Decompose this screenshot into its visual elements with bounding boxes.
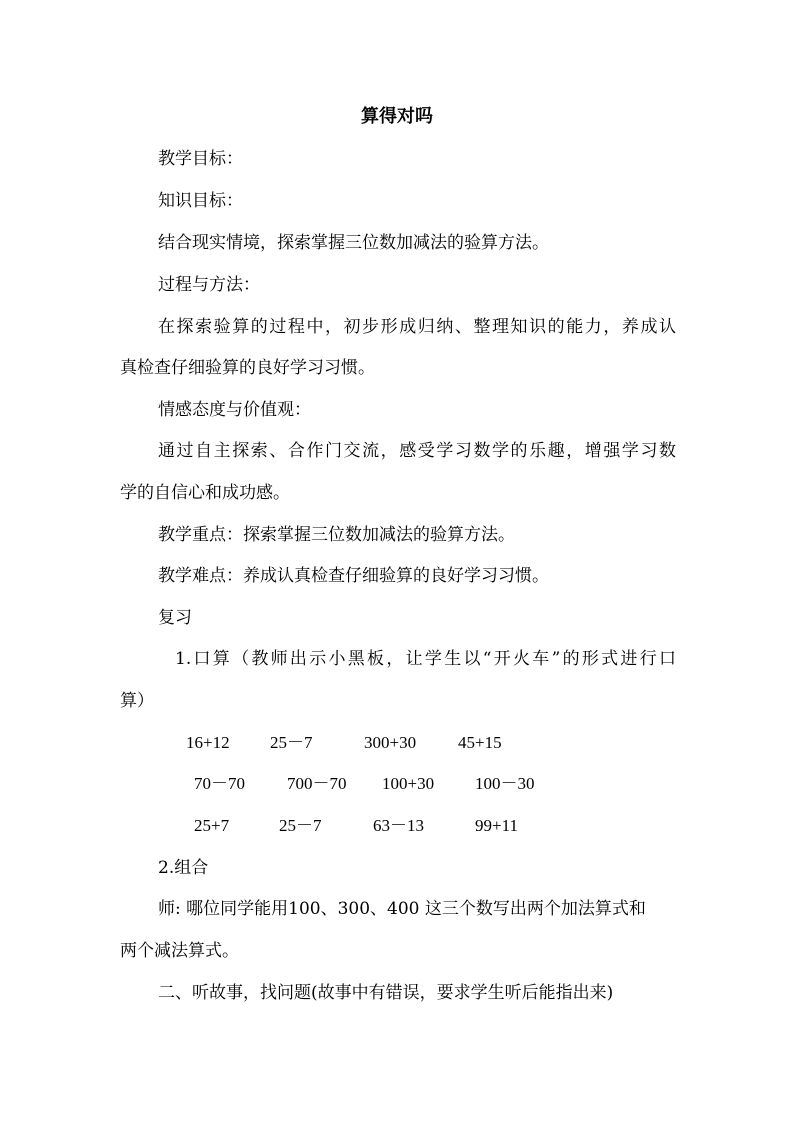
difficulty-text: 教学难点：养成认真检查仔细验算的良好学习习惯。 (158, 566, 549, 586)
calc-item: 300+30 (364, 733, 417, 752)
document-title: 算得对吗 (361, 106, 433, 127)
oral-calc-line-1: 1.口算（教师出示小黑板，让学生以“开火车”的形式进行口 (175, 649, 676, 669)
process-method-heading: 过程与方法： (158, 275, 260, 295)
knowledge-goals-text: 结合现实情境，探索掌握三位数加减法的验算方法。 (158, 233, 549, 253)
oral-calc-line-2: 算） (120, 691, 154, 711)
calc-item: 700－70 (287, 774, 347, 793)
teacher-question-line-1: 师: 哪位同学能用100、300、400 这三个数写出两个加法算式和 (158, 899, 646, 919)
teaching-goals-heading: 教学目标： (158, 149, 243, 169)
story-section-heading: 二、听故事，找问题(故事中有错误，要求学生听后能指出来) (158, 983, 614, 1003)
calc-item: 45+15 (458, 733, 502, 752)
teacher-question-line-2: 两个减法算式。 (120, 941, 239, 961)
calc-item: 100+30 (382, 774, 435, 793)
calc-item: 100－30 (475, 774, 535, 793)
combination-heading: 2.组合 (158, 858, 209, 878)
calc-item: 25－7 (279, 816, 322, 835)
calc-item: 25－7 (270, 733, 313, 752)
emotion-text-line-1: 通过自主探索、合作门交流，感受学习数学的乐趣，增强学习数 (158, 441, 676, 461)
calc-item: 70－70 (194, 774, 245, 793)
calc-item: 16+12 (186, 733, 230, 752)
calc-item: 63－13 (373, 816, 424, 835)
knowledge-goals-heading: 知识目标： (158, 191, 243, 211)
review-heading: 复习 (158, 608, 192, 628)
process-method-text-line-1: 在探索验算的过程中，初步形成归纳、整理知识的能力，养成认 (158, 317, 676, 337)
calc-item: 99+11 (475, 816, 518, 835)
key-point-text: 教学重点：探索掌握三位数加减法的验算方法。 (158, 525, 515, 545)
calc-item: 25+7 (194, 816, 230, 835)
emotion-text-line-2: 学的自信心和成功感。 (120, 483, 290, 503)
process-method-text-line-2: 真检查仔细验算的良好学习习惯。 (120, 358, 375, 378)
emotion-heading: 情感态度与价值观： (158, 400, 311, 420)
